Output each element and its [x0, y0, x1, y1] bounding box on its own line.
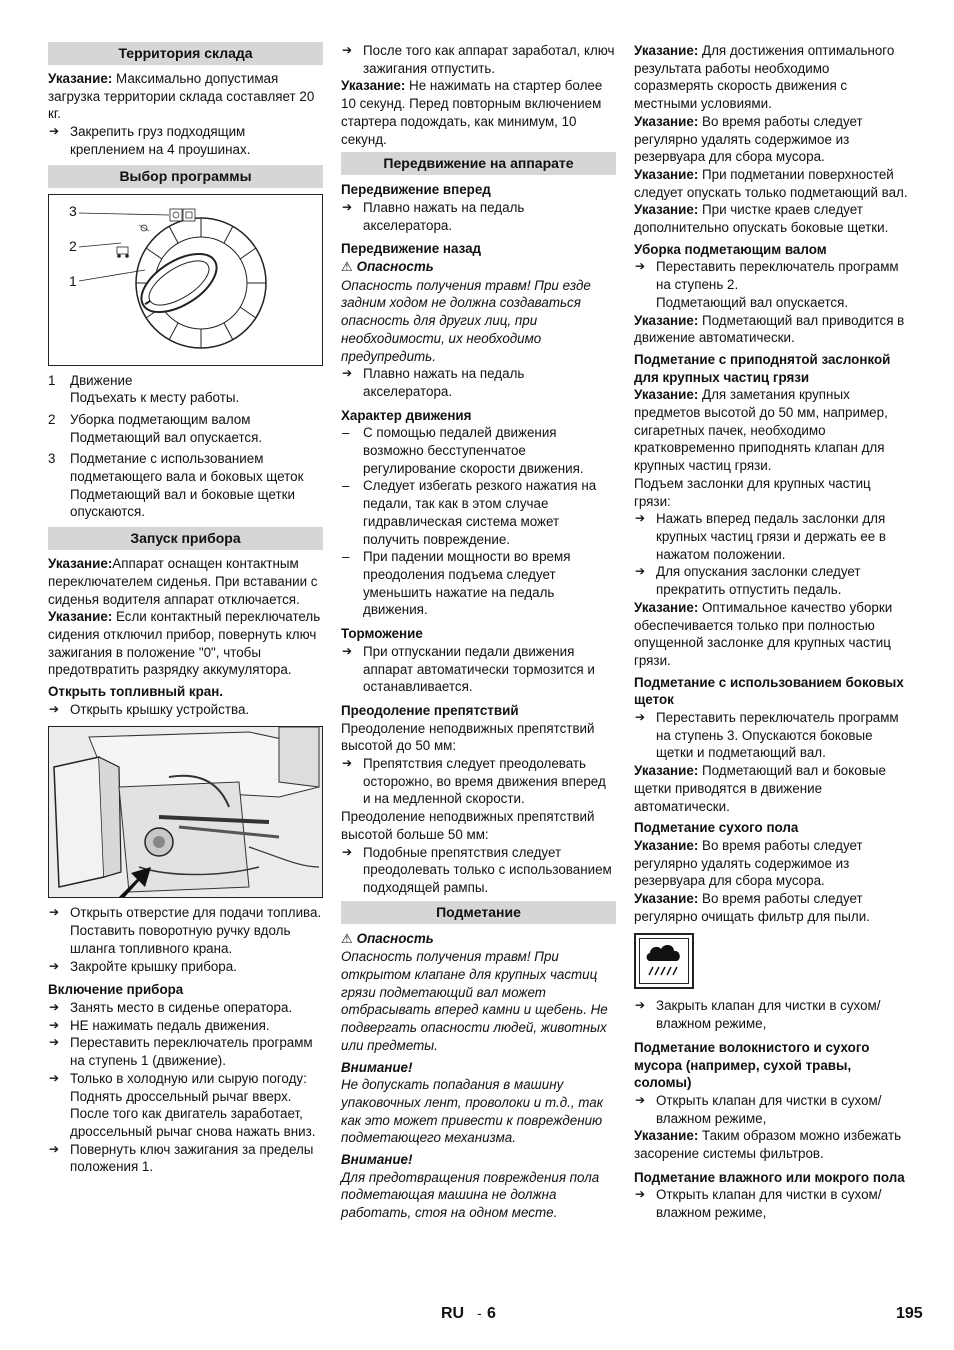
attention-text-2: Для предотвращения повреждения пола подметающая машина не должна работать, стоя на одном месте. — [341, 1169, 600, 1221]
column-1 — [48, 42, 323, 1176]
side-brush-note: Указание: Подметающий вал и боковые щетки приводятся в движение автоматически. — [634, 763, 886, 814]
section-heading-driving: Передвижение на аппарате — [341, 152, 616, 175]
fibrous-step: ➔ Открыть клапан для чистки в сухом/влажном режиме, — [634, 1092, 909, 1127]
fuel-step-2: ➔ Открыть отверстие для подачи топлива. — [48, 904, 323, 922]
flap-step-2: ➔ Для опускания заслонки следует прекратить отпустить педаль. — [634, 563, 909, 598]
section-heading-start: Запуск прибора — [48, 527, 323, 550]
obstacles-text-2: Преодоление неподвижных препятствий высотой больше 50 мм: — [341, 809, 595, 842]
footer-page-number: 195 — [896, 1305, 923, 1322]
reverse-danger-text: Опасность получения травм! При езде задним ходом не должна создаваться опасность для других лиц, при необходимости, их необходимо предупредить. — [341, 277, 591, 364]
attention-text-1: Не допускать попадания в машину упаковочных лент, проволоки и т.д., так как это может привести к повреждению подметающего механизма. — [341, 1077, 604, 1146]
start-step-release-key: ➔ После того как аппарат заработал, ключ зажигания отпустить. — [341, 42, 616, 77]
on-step-1: ➔ Занять место в сиденье оператора. — [48, 999, 323, 1017]
sweep-note-3: Указание: При подметании поверхностей следует опускать только подметающий вал. — [634, 166, 908, 200]
drive-vehicle-icon — [117, 247, 129, 258]
roller-step-result: Подметающий вал опускается. — [656, 294, 849, 310]
sweep-note-2: Указание: Во время работы следует регулярно удалять содержимое из резервуара для сбора мусора. — [634, 113, 863, 165]
fibrous-note: Указание: Таким образом можно избежать засорение системы фильтров. — [634, 1128, 902, 1162]
dry-mode-symbol — [634, 933, 694, 989]
obstacles-step-2: ➔ Подобные препятствия следует преодолевать только с использованием подходящей рампы. — [341, 844, 616, 897]
brake-step: ➔ При отпускании педали движения аппарат автоматически тормозится и останавливается. — [341, 643, 616, 696]
flap-note-2: Указание: Оптимальное качество уборки обеспечивается только при полностью опущенной заслонке для крупных частиц грязи. — [634, 599, 893, 668]
section-heading-storage: Территория склада — [48, 42, 323, 65]
sweep-note-1: Указание: Для достижения оптимального результата работы необходимо соразмерять скорость движения с местными условиями. — [634, 43, 895, 112]
sweep-danger-text: Опасность получения травм! При открытом клапане для крупных частиц грязи подметающий вал может отбрасывать вперед камни и щебень. Не подвергать опасности людей, животных или предметы. — [341, 949, 608, 1053]
column-2 — [341, 42, 616, 1222]
sweep-note-4: Указание: При чистке краев следует дополнительно опускать боковые щетки. — [634, 202, 889, 236]
dry-note-2: Указание: Во время работы следует регулярно очищать фильтр для пыли. — [634, 891, 870, 924]
subheading-side-brushes: Подметание с использованием боковых щеток — [634, 674, 904, 708]
subheading-wet-floor: Подметание влажного или мокрого пола — [634, 1169, 905, 1185]
fuel-valve-figure — [48, 726, 323, 898]
section-heading-program: Выбор программы — [48, 165, 323, 188]
subheading-reverse: Передвижение назад — [341, 241, 482, 257]
on-step-5: ➔ Повернуть ключ зажигания за пределы положения 1. — [48, 1141, 323, 1176]
sweep-side-brush-icon — [170, 209, 182, 221]
attention-label-2: Внимание! — [341, 1152, 413, 1168]
on-step-3: ➔ Переставить переключатель программ на ступень 1 (движение). — [48, 1034, 323, 1069]
obstacles-step-1: ➔ Препятствия следует преодолевать осторожно, во время движения вперед и на медленной скорости. — [341, 755, 616, 808]
start-note-2: Указание: Если контактный переключатель сидения отключил прибор, повернуть ключ зажигания в положение "0", чтобы предотвратить разрядку аккумулятора. — [48, 609, 321, 678]
dial-label-1: 1 — [69, 272, 77, 289]
program-selector-figure — [48, 194, 323, 366]
footer-section-page: 6 — [487, 1305, 496, 1322]
starter-note: Указание: Не нажимать на стартер более 10 секунд. Перед повторным включением стартера подождать, как минимум, 10 секунд. — [341, 78, 603, 147]
engine-fuel-valve-illustration — [49, 727, 322, 897]
reverse-step: ➔ Плавно нажать на педаль акселератора. — [341, 365, 616, 400]
danger-label: ⚠ Опасность — [341, 259, 434, 276]
storage-step: ➔ Закрепить груз подходящим креплением на 4 проушинах. — [48, 123, 323, 158]
legend-item-2: 2 Уборка подметающим валом — [48, 411, 251, 427]
character-item-3: – При падении мощности во время преодоления подъема следует уменьшить нажатие на педаль движения. — [341, 548, 616, 619]
subheading-raised-flap: Подметание с приподнятой заслонкой для крупных частиц грязи — [634, 351, 891, 385]
footer-dash: - — [477, 1305, 482, 1321]
dial-label-2: 2 — [69, 237, 77, 254]
roller-note: Указание: Подметающий вал приводится в движение автоматически. — [634, 312, 905, 346]
dry-step: ➔ Закрыть клапан для чистки в сухом/влажном режиме, — [634, 997, 909, 1032]
footer-language: RU — [441, 1305, 465, 1322]
start-note-1: Указание:Аппарат оснащен контактным переключателем сиденья. При вставании с сиденья водителя аппарат отключается. — [48, 556, 318, 607]
roller-step: ➔ Переставить переключатель программ на ступень 2. — [634, 258, 909, 293]
dial-label-3: 3 — [69, 202, 77, 219]
subheading-braking: Торможение — [341, 626, 423, 642]
note-label: Указание: — [48, 71, 113, 86]
obstacles-text-1: Преодоление неподвижных препятствий высотой до 50 мм: — [341, 720, 595, 754]
subheading-switch-on: Включение прибора — [48, 982, 184, 998]
side-brush-step: ➔ Переставить переключатель программ на ступень 3. Опускаются боковые щетки и подметающий вал. — [634, 709, 909, 762]
fuel-step-1: ➔ Открыть крышку устройства. — [48, 701, 323, 719]
section-heading-sweeping: Подметание — [341, 901, 616, 924]
program-3-icon — [139, 225, 149, 231]
program-legend: 1 Движение Подъехать к месту работы. 2 Уборка подметающим валом Подметающий вал опускается. 3 Подметание с использованием подметающего вала и боковых щеток Подметающий вал и боковые щетки опускаются. — [48, 372, 323, 522]
program-dial-illustration — [49, 195, 322, 365]
dry-note-1: Указание: Во время работы следует регулярно удалять содержимое из резервуара для сбора мусора. — [634, 837, 863, 889]
attention-label-1: Внимание! — [341, 1059, 413, 1075]
character-item-1: – С помощью педалей движения возможно бесступенчатое регулирование скорости движения. — [341, 424, 616, 477]
subheading-obstacles: Преодоление препятствий — [341, 702, 519, 718]
subheading-forward: Передвижение вперед — [341, 182, 491, 198]
subheading-fibrous-debris: Подметание волокнистого и сухого мусора (например, сухой травы, соломы) — [634, 1039, 870, 1091]
on-step-2: ➔ НЕ нажимать педаль движения. — [48, 1017, 323, 1035]
dry-weather-cloud-icon — [636, 935, 692, 987]
fuel-step-2b: Поставить поворотную ручку вдоль шланга топливного крана. — [70, 923, 291, 956]
subheading-driving-behavior: Характер движения — [341, 407, 472, 423]
legend-item-1: 1 Движение — [48, 372, 133, 388]
subheading-fuel: Открыть топливный кран. — [48, 684, 224, 700]
character-item-2: – Следует избегать резкого нажатия на педали, так как в этом случае гидравлическая система может получить повреждение. — [341, 477, 616, 548]
sweep-danger-label: ⚠ Опасность — [341, 930, 434, 947]
fuel-step-3: ➔ Закройте крышку прибора. — [48, 958, 323, 976]
wet-step: ➔ Открыть клапан для чистки в сухом/влажном режиме, — [634, 1186, 909, 1221]
on-step-4: ➔ Только в холодную или сырую погоду: Поднять дроссельный рычаг вверх. После того как двигатель заработает, дроссельный рычаг снова нажать вниз. — [48, 1070, 323, 1141]
warning-triangle-icon: ⚠ — [341, 260, 353, 276]
subheading-roller-sweeping: Уборка подметающим валом — [634, 241, 827, 257]
flap-step-1: ➔ Нажать вперед педаль заслонки для крупных частиц грязи и держать ее в нажатом положении. — [634, 510, 909, 563]
flap-note: Указание: Для заметания крупных предметов высотой до 50 мм, например, сигаретных пачек, необходимо кратковременно приподнять клапан для крупных частиц грязи. — [634, 387, 888, 474]
warning-triangle-icon: ⚠ — [341, 931, 353, 947]
column-3 — [634, 42, 909, 1222]
storage-note: Указание: Максимально допустимая загрузка территории склада составляет 20 кг. — [48, 71, 315, 122]
flap-text: Подъем заслонки для крупных частиц грязи: — [634, 475, 871, 509]
legend-item-3: 3 Подметание с использованием подметающего вала и боковых щеток — [48, 451, 304, 485]
subheading-dry-floor: Подметание сухого пола — [634, 820, 799, 836]
forward-step: ➔ Плавно нажать на педаль акселератора. — [341, 199, 616, 234]
sweep-roller-icon — [183, 209, 195, 221]
